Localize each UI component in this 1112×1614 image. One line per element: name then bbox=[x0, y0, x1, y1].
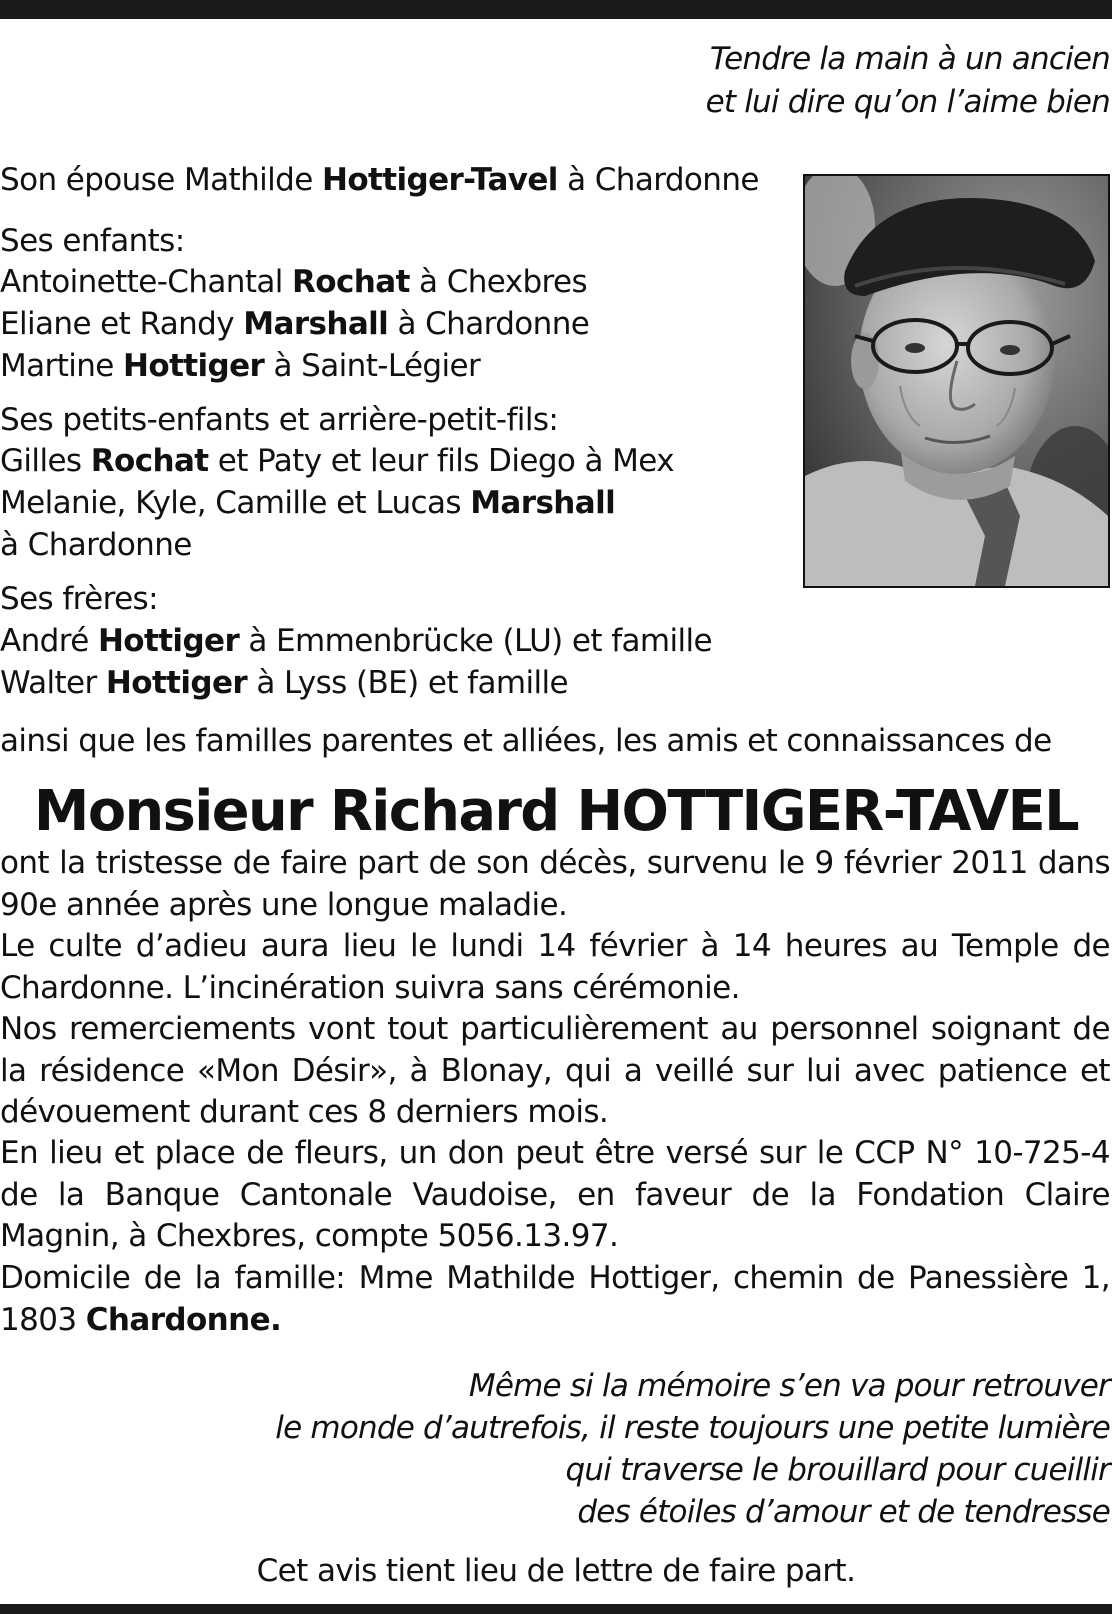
closing-poem bbox=[275, 1365, 1110, 1533]
poem-line: Même si la mémoire s’en va pour retrouver bbox=[468, 1368, 1110, 1404]
epigraph bbox=[706, 38, 1110, 124]
footer-note: Cet avis tient lieu de lettre de faire part. bbox=[256, 1553, 856, 1589]
others-line: ainsi que les familles parentes et alliées, les amis et connaissances de bbox=[0, 723, 1052, 759]
top-rule bbox=[0, 0, 1112, 19]
domicile-paragraph: Domicile de la famille: Mme Mathilde Hottiger, chemin de Panessière 1, 1803 Chardonne. bbox=[0, 1260, 1110, 1338]
spouse-line: Son épouse Mathilde Hottiger-Tavel à Chardonne bbox=[0, 162, 759, 198]
poem-line: des étoiles d’amour et de tendresse bbox=[577, 1494, 1110, 1530]
grandchildren-heading: Ses petits-enfants et arrière-petit-fils: bbox=[0, 402, 559, 438]
grandchild-line: Gilles Rochat et Paty et leur fils Diego à Mex bbox=[0, 443, 674, 479]
deceased-name: Monsieur Richard HOTTIGER-TAVEL bbox=[33, 779, 1079, 844]
service-paragraph: Le culte d’adieu aura lieu le lundi 14 février à 14 heures au Temple de Chardonne. L’incinération suivra sans cérémonie. bbox=[0, 928, 1110, 1006]
brother-line: André Hottiger à Emmenbrücke (LU) et famille bbox=[0, 623, 713, 659]
portrait-photo bbox=[803, 174, 1110, 588]
child-line: Martine Hottiger à Saint-Légier bbox=[0, 348, 481, 384]
epigraph-line: et lui dire qu’on l’aime bien bbox=[705, 84, 1110, 120]
child-line: Antoinette-Chantal Rochat à Chexbres bbox=[0, 264, 588, 300]
epigraph-line: Tendre la main à un ancien bbox=[709, 41, 1110, 77]
poem-line: le monde d’autrefois, il reste toujours une petite lumière bbox=[275, 1410, 1110, 1446]
brothers-heading: Ses frères: bbox=[0, 581, 158, 617]
donation-paragraph: En lieu et place de fleurs, un don peut être versé sur le CCP N° 10-725-4 de la Banque Cantonale Vaudoise, en faveur de la Fondation Claire Magnin, à Chexbres, compte 5056.13.97. bbox=[0, 1135, 1110, 1254]
child-line: Eliane et Randy Marshall à Chardonne bbox=[0, 306, 590, 342]
announcement-paragraph: ont la tristesse de faire part de son décès, survenu le 9 février 2011 dans 90e année après une longue maladie. bbox=[0, 845, 1110, 923]
bottom-rule bbox=[0, 1604, 1112, 1614]
brother-line: Walter Hottiger à Lyss (BE) et famille bbox=[0, 665, 568, 701]
portrait-image bbox=[805, 176, 1108, 586]
poem-line: qui traverse le brouillard pour cueillir bbox=[565, 1452, 1110, 1488]
grandchild-line: à Chardonne bbox=[0, 527, 192, 563]
children-heading: Ses enfants: bbox=[0, 223, 185, 259]
grandchild-line: Melanie, Kyle, Camille et Lucas Marshall bbox=[0, 485, 616, 521]
thanks-paragraph: Nos remerciements vont tout particulièrement au personnel soignant de la résidence «Mon Désir», à Blonay, qui a veillé sur lui avec patience et dévouement durant ces 8 derniers mois. bbox=[0, 1011, 1110, 1130]
